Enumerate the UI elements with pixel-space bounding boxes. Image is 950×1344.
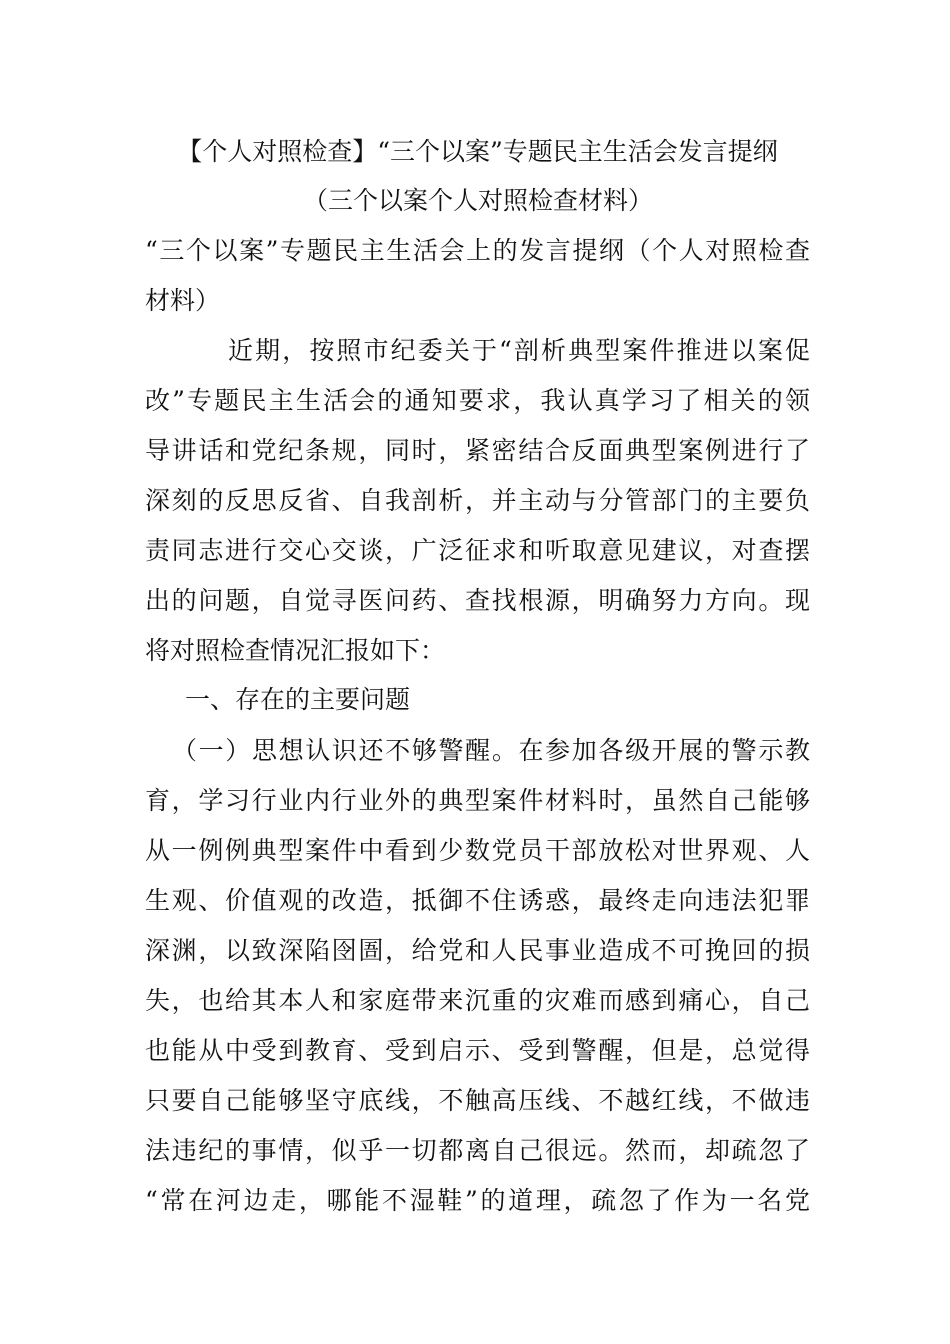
- intro-line: 责同志进行交心交谈，广泛征求和听取意见建议，对查摆: [145, 536, 810, 565]
- intro-line: 深刻的反思反省、自我剖析，并主动与分管部门的主要负: [145, 486, 810, 515]
- section-line: 育，学习行业内行业外的典型案件材料时，虽然自己能够: [145, 786, 810, 815]
- section-line: （一）思想认识还不够警醒。在参加各级开展的警示教: [172, 736, 810, 765]
- heading-line-1: “三个以案”专题民主生活会上的发言提纲（个人对照检查: [145, 236, 810, 265]
- section-line: 也能从中受到教育、受到启示、受到警醒，但是，总觉得: [145, 1036, 810, 1065]
- intro-line: 将对照检查情况汇报如下：: [145, 636, 446, 665]
- intro-line: 出的问题，自觉寻医问药、查找根源，明确努力方向。现: [145, 586, 810, 615]
- section-line: 从一例例典型案件中看到少数党员干部放松对世界观、人: [145, 836, 810, 865]
- document-title: 【个人对照检查】“三个以案”专题民主生活会发言提纲: [177, 137, 778, 166]
- section-line: 只要自己能够坚守底线，不触高压线、不越红线，不做违: [145, 1086, 810, 1115]
- section-line: 失，也给其本人和家庭带来沉重的灾难而感到痛心，自己: [145, 986, 810, 1015]
- intro-line: 近期，按照市纪委关于“剖析典型案件推进以案促: [228, 336, 810, 365]
- intro-line: 改”专题民主生活会的通知要求，我认真学习了相关的领: [145, 386, 810, 415]
- heading-line-2: 材料）: [145, 286, 221, 315]
- intro-line: 导讲话和党纪条规，同时，紧密结合反面典型案例进行了: [145, 436, 810, 465]
- section-line: 深渊，以致深陷囹圄，给党和人民事业造成不可挽回的损: [145, 936, 810, 965]
- section-line: “常在河边走，哪能不湿鞋”的道理，疏忽了作为一名党: [145, 1186, 810, 1215]
- section-line: 法违纪的事情，似乎一切都离自己很远。然而，却疏忽了: [145, 1136, 810, 1165]
- section-heading: 一、存在的主要问题: [185, 685, 411, 714]
- section-line: 生观、价值观的改造，抵御不住诱惑，最终走向违法犯罪: [145, 886, 810, 915]
- document-subtitle: （三个以案个人对照检查材料）: [302, 186, 653, 215]
